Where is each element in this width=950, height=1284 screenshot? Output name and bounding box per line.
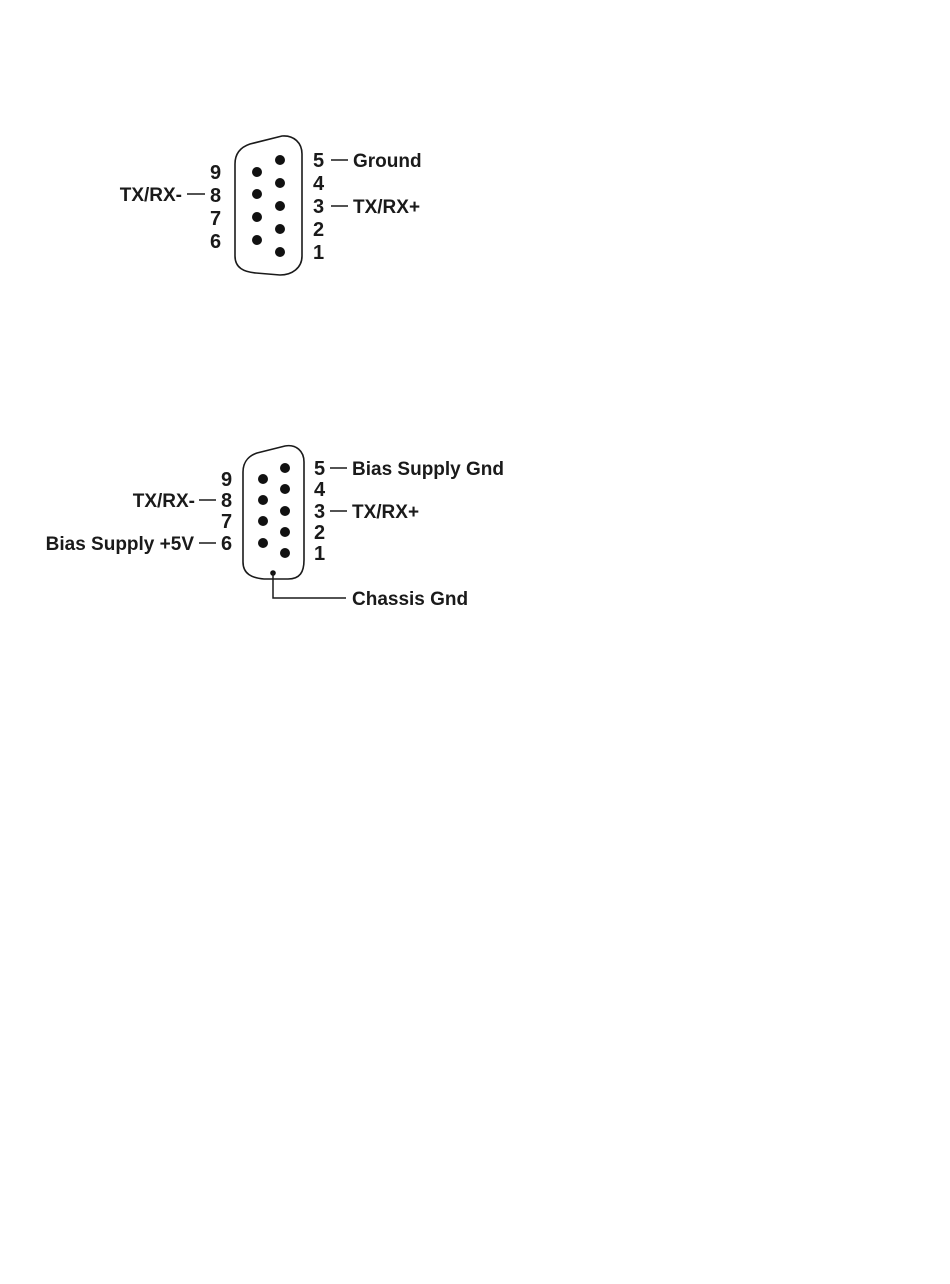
connector-a-pin-label-8: 8 <box>210 185 222 207</box>
connector-a-txrx-minus-label: TX/RX- <box>119 185 182 206</box>
connector-b-pin-label-9: 9 <box>221 469 233 491</box>
connector-b-pin-9-dot <box>258 474 268 484</box>
connector-a-pin-6-dot <box>252 235 262 245</box>
connector-b-pin-8-dot <box>258 495 268 505</box>
connector-a-txrx-plus-label: TX/RX+ <box>353 197 421 218</box>
connector-a-pin-label-5: 5 <box>313 150 325 172</box>
connector-a-pin-4-dot <box>275 178 285 188</box>
connector-b-txrx-plus-label: TX/RX+ <box>352 502 420 523</box>
connector-b <box>46 446 504 610</box>
connector-a-pin-1-dot <box>275 247 285 257</box>
connector-b-bias-5v-label: Bias Supply +5V <box>45 534 194 555</box>
connector-a-pin-9-dot <box>252 167 262 177</box>
connector-b-pin-2-dot <box>280 527 290 537</box>
connector-a-shell <box>235 136 302 275</box>
connector-b-pin-label-5: 5 <box>314 458 326 480</box>
connector-b-pin-label-7: 7 <box>221 511 233 533</box>
connector-b-pin-label-8: 8 <box>221 490 233 512</box>
connector-a-ground-label: Ground <box>353 151 422 172</box>
connector-a-pin-7-dot <box>252 212 262 222</box>
connector-b-pin-3-dot <box>280 506 290 516</box>
connector-a-pin-label-2: 2 <box>313 219 325 241</box>
connector-b-pin-6-dot <box>258 538 268 548</box>
connector-b-pin-5-dot <box>280 463 290 473</box>
connector-a-pin-5-dot <box>275 155 285 165</box>
connector-a-pin-label-3: 3 <box>313 196 325 218</box>
connector-b-pin-label-2: 2 <box>314 522 326 544</box>
connector-a-pin-2-dot <box>275 224 285 234</box>
connector-a-pin-8-dot <box>252 189 262 199</box>
connector-b-pin-label-1: 1 <box>314 543 326 565</box>
connector-a-pin-label-1: 1 <box>313 242 325 264</box>
connector-b-chassis-label: Chassis Gnd <box>352 589 469 610</box>
connector-b-pin-4-dot <box>280 484 290 494</box>
connector-a-pin-label-9: 9 <box>210 162 222 184</box>
connector-b-pin-label-4: 4 <box>314 479 326 501</box>
connector-b-pin-1-dot <box>280 548 290 558</box>
connector-b-pin-label-3: 3 <box>314 501 326 523</box>
connector-b-pin-7-dot <box>258 516 268 526</box>
connector-a-pin-3-dot <box>275 201 285 211</box>
connector-a <box>120 136 422 275</box>
connector-a-pin-label-6: 6 <box>210 231 222 253</box>
connector-a-pin-label-4: 4 <box>313 173 325 195</box>
connector-b-bias-gnd-label: Bias Supply Gnd <box>352 459 505 480</box>
connector-a-pin-label-7: 7 <box>210 208 222 230</box>
connector-b-shell <box>243 446 304 579</box>
connector-b-txrx-minus-label: TX/RX- <box>132 491 195 512</box>
connector-b-pin-label-6: 6 <box>221 533 233 555</box>
